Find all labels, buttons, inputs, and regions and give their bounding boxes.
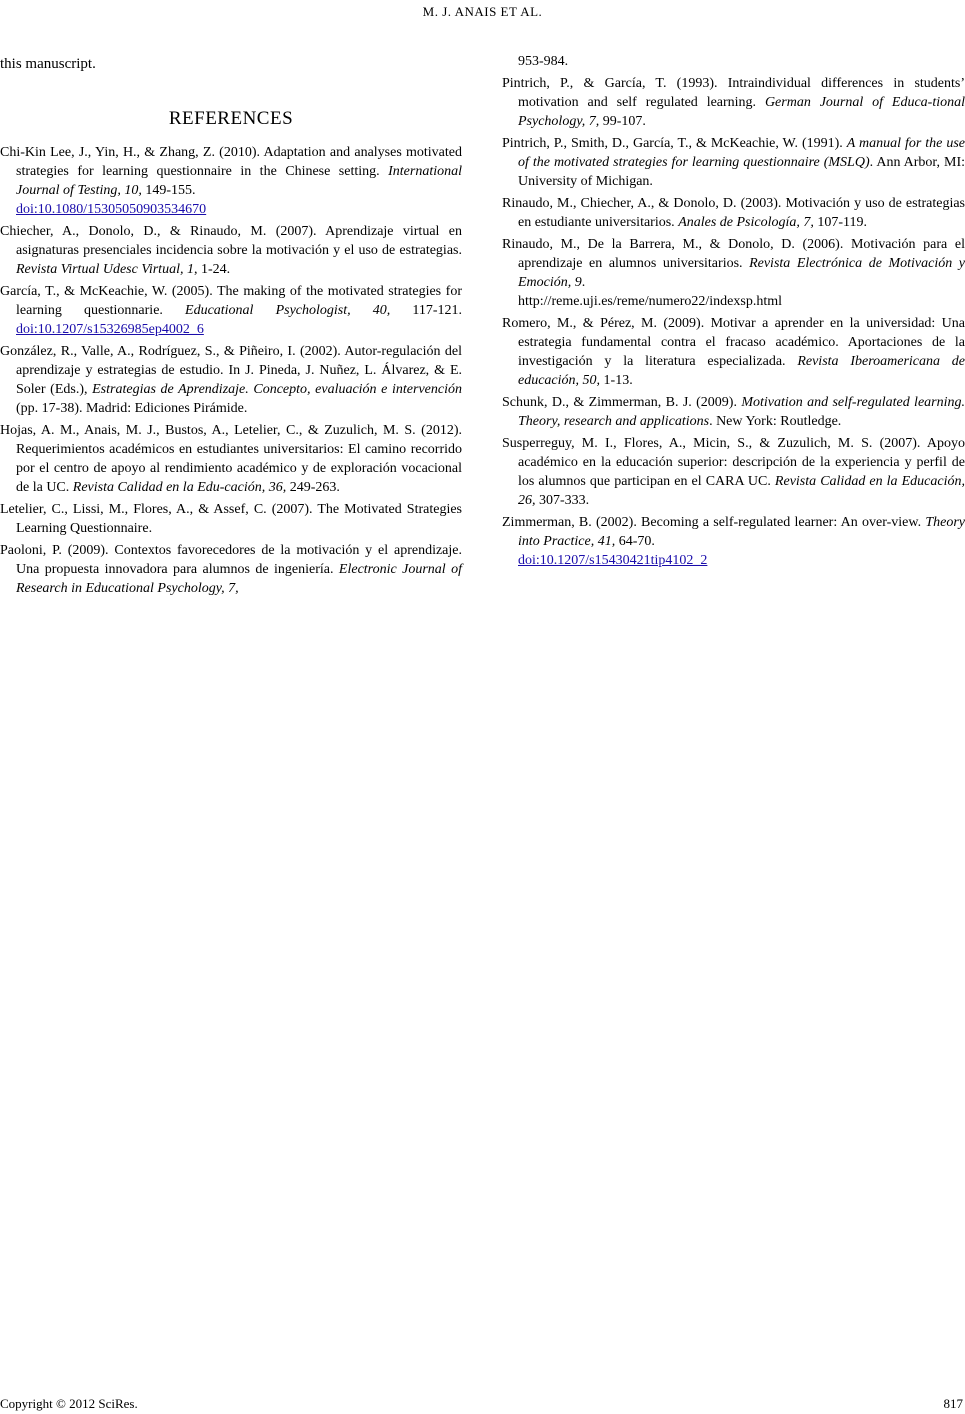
reference-source-italic: Revista Virtual Udesc Virtual, 1 [16, 262, 194, 277]
reference-pages: (pp. 17-38). Madrid: Ediciones Pirámide. [16, 401, 248, 416]
reference-pages: . [581, 275, 586, 290]
reference-entry [502, 235, 965, 311]
reference-source-italic: Educational Psychologist, 40, [185, 303, 391, 318]
reference-entry [502, 134, 965, 191]
reference-pages: . New York: Routledge. [709, 414, 842, 429]
reference-pages: 149-155. [141, 183, 196, 198]
reference-source-italic: Revista Calidad en la Edu-cación, 36, [72, 480, 287, 495]
reference-entry [0, 541, 462, 598]
reference-source-italic: Revista Calidad en la Educación, 26, [518, 474, 965, 508]
reference-pages: 1-13. [600, 373, 633, 388]
reference-entry [0, 222, 462, 279]
reference-pages: 107-119. [813, 215, 868, 230]
reference-entry [0, 143, 462, 219]
reference-source-italic: A manual for the use of the motivated strategies for learning questionnaire (MSLQ) [518, 136, 965, 170]
reference-source-italic: German Journal of Educa-tional Psychology, 7, [518, 95, 965, 129]
continuation-pages: 953-984. [518, 54, 569, 69]
reference-source-italic: Estrategias de Aprendizaje. Concepto, evaluación e intervención [92, 382, 462, 397]
reference-entry [502, 314, 965, 390]
reference-pages: 64-70. [615, 534, 655, 549]
doi-link[interactable]: doi:10.1207/s15430421tip4102_2 [518, 553, 708, 568]
reference-pages: 99-107. [599, 114, 646, 129]
reference-text: Pintrich, P., & García, T. (1993). Intraindividual differences in students’ motivation and self regulated learning. [502, 76, 965, 110]
reference-source-italic: Anales de Psicología, 7, [678, 215, 814, 230]
reference-text: García, T., & McKeachie, W. (2005). The making of the motivated strategies for learning questionnarie. [0, 284, 462, 318]
reference-entry [0, 342, 462, 418]
doi-link[interactable]: doi:10.1207/s15326985ep4002_6 [16, 322, 204, 337]
reference-entry [502, 513, 965, 570]
reference-text: Zimmerman, B. (2002). Becoming a self-regulated learner: An over-view. [502, 515, 926, 530]
reference-text: Hojas, A. M., Anais, M. J., Bustos, A., Letelier, C., & Zuzulich, M. S. (2012). Requerimientos académicos en estudiantes universitarios: El camino recorrido por el centro de apoyo al rendimiento académico y de exploración vocacional de la UC. [0, 423, 462, 495]
page-number: 817 [943, 1396, 963, 1411]
reference-pages: 117-121. [390, 303, 462, 318]
references-heading: REFERENCES [168, 108, 294, 129]
reference-text: González, R., Valle, A., Rodríguez, S., & Piñeiro, I. (2002). Autor-regulación del aprendizaje y estrategias de estudio. In J. Pineda, J. Nuñez, L. Álvarez, & E. Soler (Eds.), [0, 344, 462, 397]
reference-entry [0, 282, 462, 339]
reference-pages: 307-333. [535, 493, 590, 508]
reference-source-italic: Electronic Journal of Research in Educational Psychology, 7, [16, 562, 463, 596]
doi-link[interactable]: doi:10.1080/15305050903534670 [16, 202, 207, 217]
reference-source-italic: Revista Electrónica de Motivación y Emoción, 9 [518, 256, 965, 290]
reference-text: Romero, M., & Pérez, M. (2009). Motivar a aprender en la universidad: Una estrategia fundamental contra el fracaso académico. Aportaciones de la investigación y la literatura especializada. [502, 316, 965, 369]
copyright: Copyright © 2012 SciRes. [0, 1396, 138, 1411]
reference-text: Chi-Kin Lee, J., Yin, H., & Zhang, Z. (2010). Adaptation and analyses motivated strategies for learning questionnaire in the Chinese setting. [0, 145, 462, 179]
reference-text: Schunk, D., & Zimmerman, B. J. (2009). [502, 395, 742, 410]
reference-pages: . Ann Arbor, MI: University of Michigan. [518, 155, 965, 189]
reference-source-italic: Revista Iberoamericana de educación, 50, [518, 354, 965, 388]
reference-url[interactable]: http://reme.uji.es/reme/numero22/indexsp.html [518, 294, 783, 309]
reference-text: Rinaudo, M., Chiecher, A., & Donolo, D. (2003). Motivación y uso de estrategias en estudiante universitarios. [502, 196, 965, 230]
reference-text: Paoloni, P. (2009). Contextos favorecedores de la motivación y el aprendizaje. Una propuesta innovadora para alumnos de ingeniería. [0, 543, 462, 577]
left-reference-list [0, 143, 462, 601]
reference-entry [502, 74, 965, 131]
reference-text: Chiecher, A., Donolo, D., & Rinaudo, M. (2007). Aprendizaje virtual en asignaturas presenciales incidencia sobre la motivación y el uso de estrategias. [0, 224, 462, 258]
reference-text: Pintrich, P., Smith, D., García, T., & McKeachie, W. (1991). [502, 136, 847, 151]
running-head: M. J. ANAIS ET AL. [422, 4, 543, 19]
reference-source-italic: International Journal of Testing, 10, [16, 164, 462, 198]
reference-pages: , 1-24. [193, 262, 231, 277]
reference-entry [0, 500, 462, 538]
reference-text: Susperreguy, M. I., Flores, A., Micin, S., & Zuzulich, M. S. (2007). Apoyo académico en la educación superior: descripción de la experiencia y perfil de los alumnos que participan en el CARA UC. [502, 436, 965, 489]
reference-entry [0, 421, 462, 497]
reference-text: Letelier, C., Lissi, M., Flores, A., & Assef, C. (2007). The Motivated Strategies Learning Questionnaire. [0, 502, 462, 536]
reference-source-italic: Motivation and self-regulated learning. Theory, research and applications [518, 395, 965, 429]
reference-pages: 249-263. [286, 480, 340, 495]
reference-entry [502, 434, 965, 510]
lead-text: this manuscript. [0, 56, 96, 72]
reference-source-italic: Theory into Practice, 41, [518, 515, 965, 549]
reference-entry [502, 194, 965, 232]
reference-entry [502, 393, 965, 431]
right-reference-list [502, 52, 965, 573]
reference-text: Rinaudo, M., De la Barrera, M., & Donolo, D. (2006). Motivación para el aprendizaje en alumnos universitarios. [502, 237, 965, 271]
